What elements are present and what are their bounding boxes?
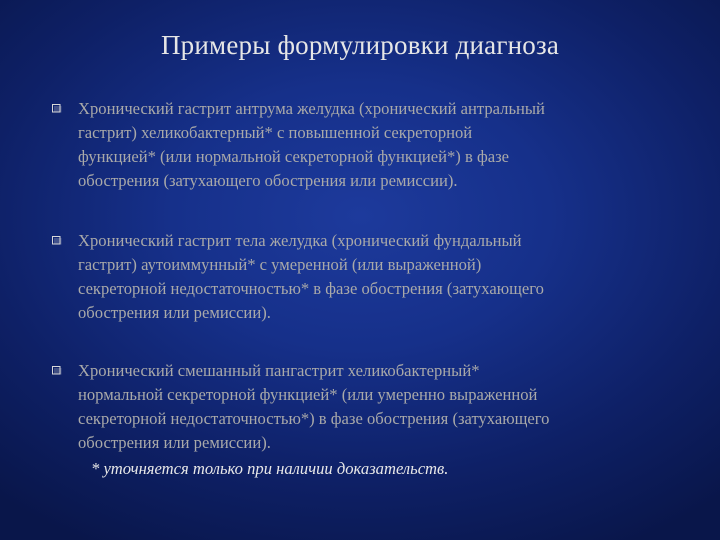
text-line: секреторной недостаточностью*) в фазе обострения (затухающего (78, 409, 550, 428)
text-line: гастрит) хеликобактерный* с повышенной секреторной (78, 123, 473, 142)
diagnosis-example-1 (78, 97, 693, 193)
text-line: функцией* (или нормальной секреторной функцией*) в фазе (78, 147, 509, 166)
checkbox-bullet-icon (52, 366, 62, 375)
text-line: обострения (затухающего обострения или ремиссии). (78, 171, 458, 190)
checkbox-bullet-icon (52, 104, 62, 113)
text-line: Хронический смешанный пангастрит хеликобактерный* (78, 361, 480, 380)
footnote: * уточняется только при наличии доказательств. (91, 459, 449, 478)
diagnosis-example-2 (78, 229, 693, 325)
checkbox-bullet-icon (52, 236, 62, 245)
text-line: Хронический гастрит антрума желудка (хронический антральный (78, 99, 545, 118)
diagnosis-example-3 (78, 359, 693, 455)
text-line: обострения или ремиссии). (78, 303, 271, 322)
text-line: Хронический гастрит тела желудка (хронический фундальный (78, 231, 522, 250)
slide-title: Примеры формулировки диагноза (160, 30, 560, 60)
text-line: нормальной секреторной функцией* (или умеренно выраженной (78, 385, 538, 404)
text-line: обострения или ремиссии). (78, 433, 271, 452)
text-line: гастрит) аутоиммунный* с умеренной (или выраженной) (78, 255, 482, 274)
text-line: секреторной недостаточностью* в фазе обострения (затухающего (78, 279, 544, 298)
